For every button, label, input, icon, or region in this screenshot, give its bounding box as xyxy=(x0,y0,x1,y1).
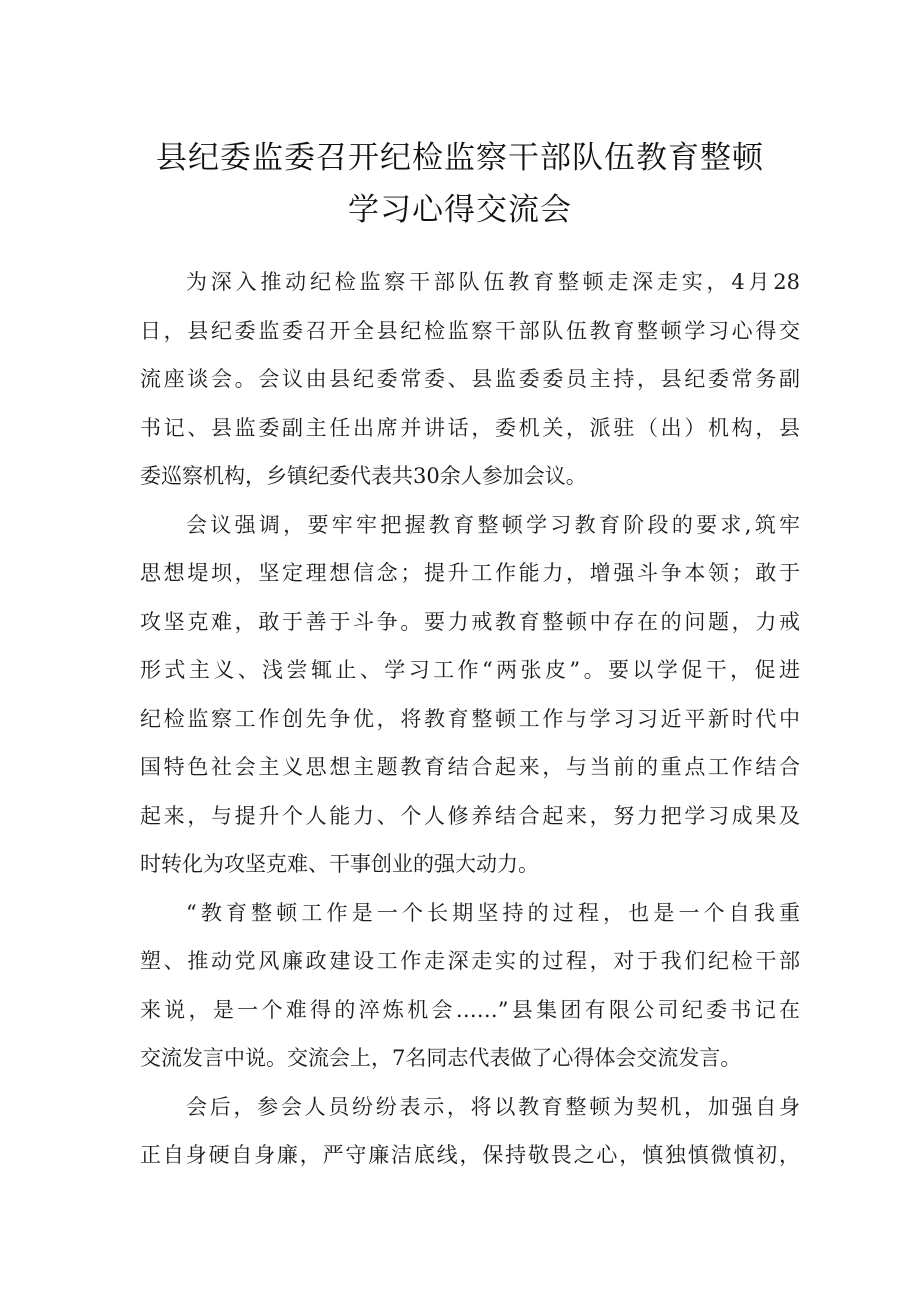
text-line: 交流发言中说。交流会上，7名同志代表做了心得体会交流发言。 xyxy=(140,1046,742,1070)
text-line: 来说，是一个难得的淬炼机会……”县集团有限公司纪委书记在 xyxy=(140,997,800,1022)
text-line: 塑、推动党风廉政建设工作走深走实的过程，对于我们纪检干部 xyxy=(140,949,800,973)
text-line: 纪检监察工作创先争优，将教育整顿工作与学习习近平新时代中 xyxy=(140,706,800,731)
paragraph xyxy=(140,889,800,1083)
text-line: 国特色社会主义思想主题教育结合起来，与当前的重点工作结合 xyxy=(140,755,800,779)
page-title: 县纪委监委召开纪检监察干部队伍教育整顿 xyxy=(156,140,764,176)
text-line: 会议强调，要牢牢把握教育整顿学习教育阶段的要求,筑牢 xyxy=(186,512,800,537)
text-line: 思想堤坝，坚定理想信念；提升工作能力，增强斗争本领；敢于 xyxy=(140,561,800,585)
text-line: 书记、县监委副主任出席并讲话，委机关，派驻（出）机构，县 xyxy=(140,415,800,440)
text-line: 流座谈会。会议由县纪委常委、县监委委员主持，县纪委常务副 xyxy=(140,367,800,391)
page-title-continued: 学习心得交流会 xyxy=(348,192,572,228)
text-line: 为深入推动纪检监察干部队伍教育整顿走深走实，4月28 xyxy=(186,270,800,294)
text-line: 形式主义、浅尝辄止、学习工作“两张皮”。要以学促干，促进 xyxy=(140,658,800,682)
paragraph xyxy=(140,1083,800,1180)
text-line: 委巡察机构，乡镇纪委代表共30余人参加会议。 xyxy=(140,464,587,488)
text-line: 会后，参会人员纷纷表示，将以教育整顿为契机，加强自身 xyxy=(186,1094,800,1119)
text-line: 起来，与提升个人能力、个人修养结合起来，努力把学习成果及 xyxy=(140,803,800,828)
text-line: 日，县纪委监委召开全县纪检监察干部队伍教育整顿学习心得交 xyxy=(140,318,800,343)
paragraph xyxy=(140,258,800,501)
text-line: 时转化为攻坚克难、干事创业的强大动力。 xyxy=(140,852,539,876)
text-line: 攻坚克难，敢于善于斗争。要力戒教育整顿中存在的问题，力戒 xyxy=(140,609,800,634)
text-line: 正自身硬自身廉，严守廉洁底线，保持敬畏之心，慎独慎微慎初， xyxy=(140,1143,800,1167)
text-line: “教育整顿工作是一个长期坚持的过程，也是一个自我重 xyxy=(186,900,800,925)
paragraph xyxy=(140,501,800,889)
article-body xyxy=(140,258,800,1180)
